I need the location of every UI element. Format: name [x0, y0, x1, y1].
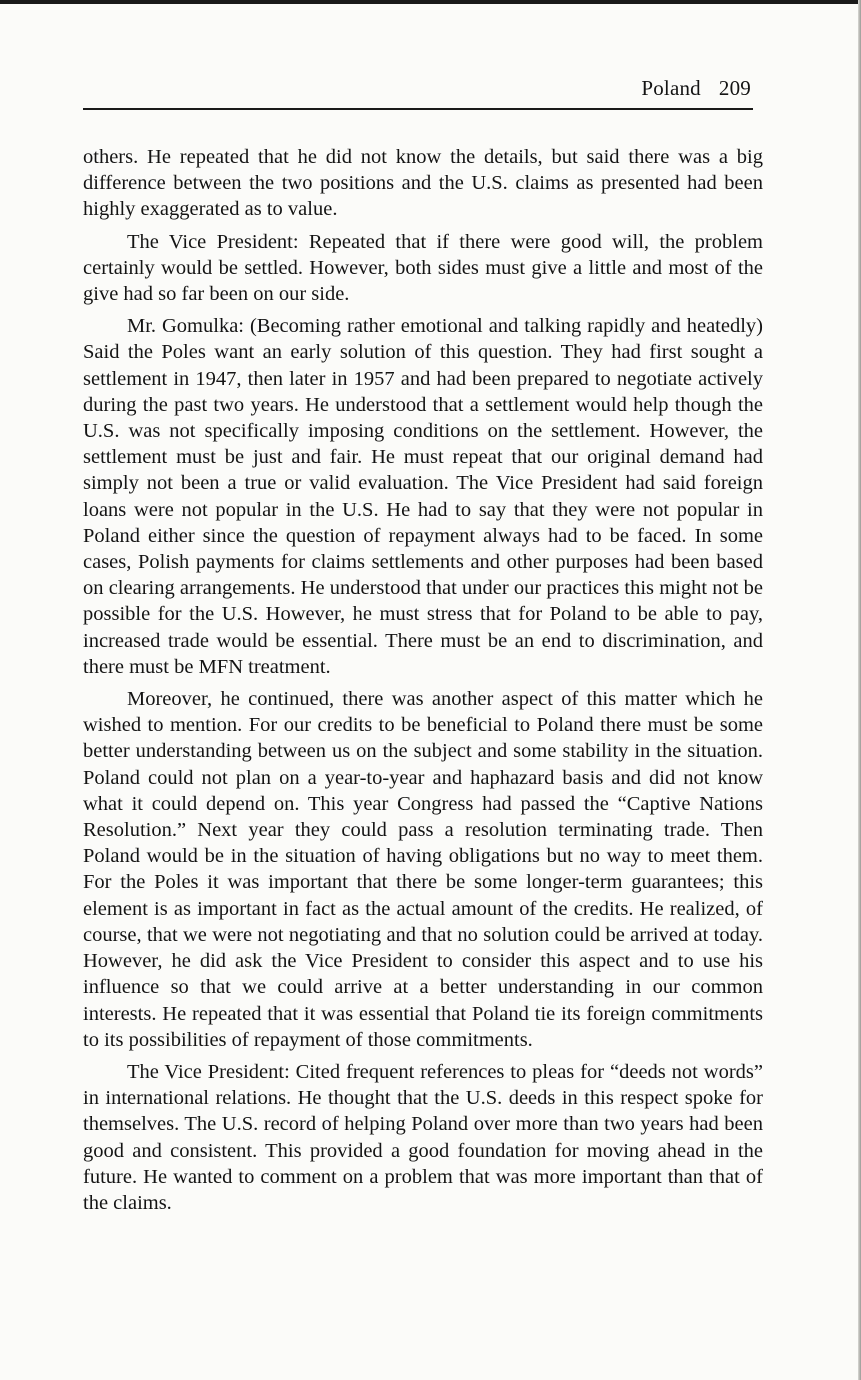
paragraph-gomulka-continued: Moreover, he continued, there was another aspect of this matter which he wished to mention. For our credits to be beneficial to Poland there must be some better understanding between us on the subject and some stability in the situation. Poland could not plan on a year-to-year and haphazard basis and did not know what it could depend on. This year Congress had passed the “Captive Nations Resolution.” Next year they could pass a resolution terminating trade. Then Poland would be in the situation of having obligations but no way to meet them. For the Poles it was important that there be some longer-term guarantees; this element is as important in fact as the actual amount of the credits. He realized, of course, that we were not negotiating and that no solution could be arrived at today. However, he did ask the Vice President to consider this aspect and to use his influence so that we could arrive at a better understanding in our common interests. He repeated that it was essential that Poland tie its foreign commitments to its possibilities of repayment of those commitments. [83, 688, 763, 1051]
running-head [83, 74, 751, 102]
page-number: 209 [718, 76, 751, 100]
paragraph-gomulka-statement: Mr. Gomulka: (Becoming rather emotional and talking rapidly and heatedly) Said the Poles want an early solution of this question. They had first sought a settlement in 1947, then later in 1957 and had been prepared to negotiate actively during the past two years. He understood that a settlement would help though the U.S. was not specifically imposing conditions on the settlement. However, the settlement must be just and fair. He must repeat that our original demand had simply not been a true or valid evaluation. The Vice President had said foreign loans were not popular in the U.S. He had to say that they were not popular in Poland either since the question of repayment always had to be faced. In some cases, Polish payments for claims settlements and other purposes had been based on clearing arrangements. He understood that under our practices this might not be possible for the U.S. However, he must stress that for Poland to be able to pay, increased trade would be essential. There must be an end to discrimination, and there must be MFN treatment. [83, 315, 763, 678]
paragraph-vice-president-reply: The Vice President: Repeated that if there were good will, the problem certainly would be settled. However, both sides must give a little and most of the give had so far been on our side. [83, 230, 763, 306]
section-title: Poland [641, 76, 701, 100]
paragraph-vice-president-deeds: The Vice President: Cited frequent references to pleas for “deeds not words” in international relations. He thought that the U.S. deeds in this respect spoke for themselves. The U.S. record of helping Poland over more than two years had been good and consistent. This provided a good foundation for moving ahead in the future. He wanted to comment on a problem that was more important than that of the claims. [83, 1060, 763, 1214]
scan-top-edge [0, 0, 861, 4]
document-page [83, 74, 763, 1216]
header-rule [83, 108, 753, 110]
body-text [83, 144, 763, 1216]
paragraph-continuation: others. He repeated that he did not know the details, but said there was a big difference between the two positions and the U.S. claims as presented had been highly exaggerated as to value. [83, 146, 763, 221]
